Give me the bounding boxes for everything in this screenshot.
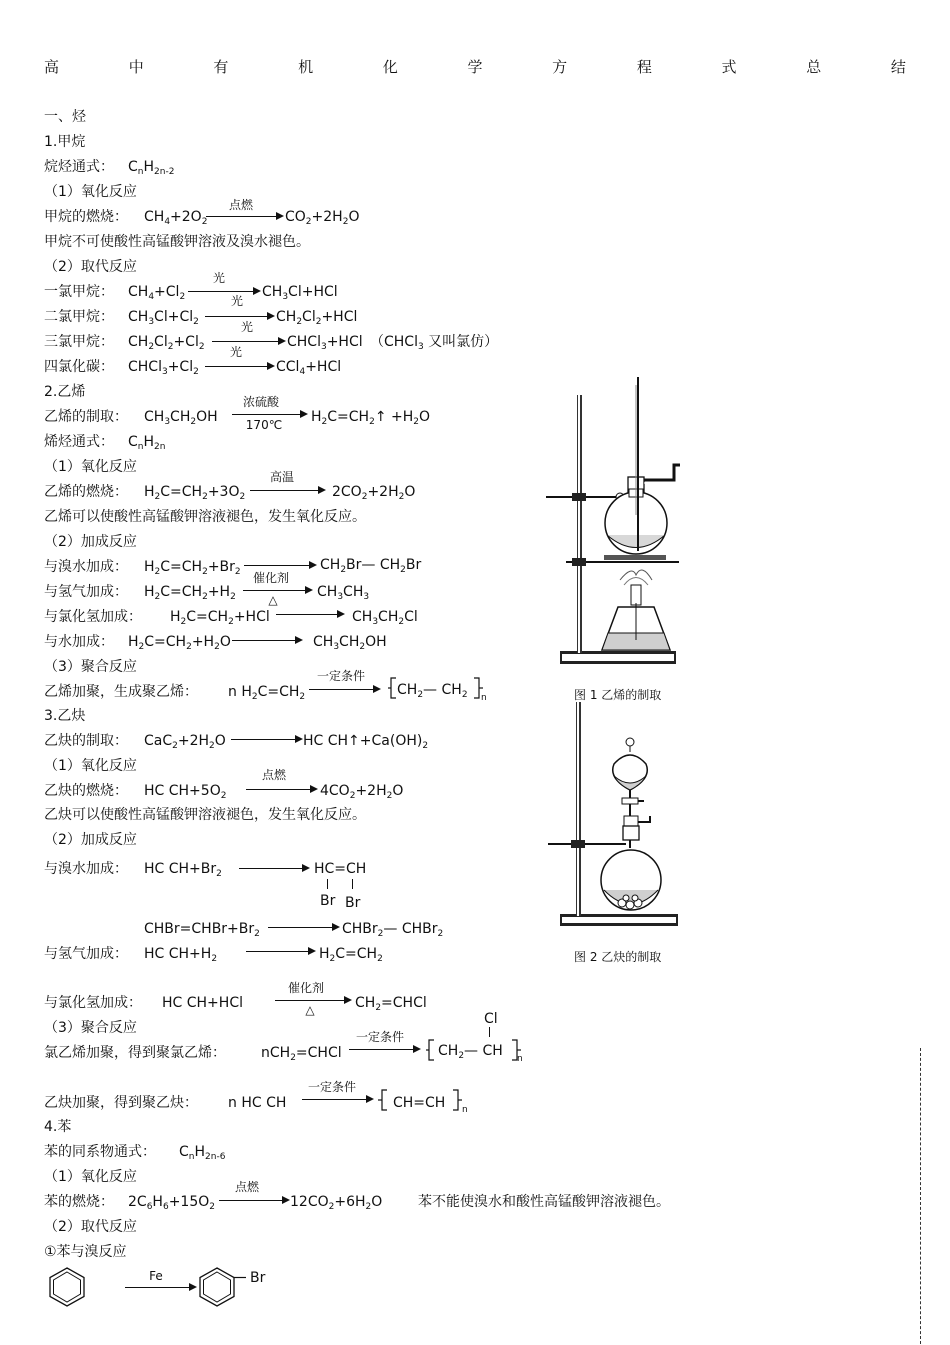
methane-kmno4-note: 甲烷不可使酸性高锰酸钾溶液及溴水褪色。 [44, 234, 310, 250]
page-title-char: 有 [213, 58, 229, 76]
methane-heading: 1.甲烷 [44, 134, 86, 150]
carbon-tetrachloride-label: 四氯化碳： [44, 359, 114, 375]
ethylene-hcl-label: 与氯化氢加成： [44, 609, 142, 625]
ethylene-kmno4-note: 乙烯可以使酸性高锰酸钾溶液褪色，发生氧化反应。 [44, 509, 366, 525]
bromobenzene-br: Br [250, 1270, 266, 1286]
chloromethane-products: $CH_3Cl+HCl$ [262, 284, 338, 302]
ethylene-combustion-reactants: $H_2C=CH_2+3O_2$ [144, 484, 246, 502]
benzene-bromine-title: ①苯与溴反应 [44, 1244, 127, 1260]
benzene-oxidation-title: （1）氧化反应 [44, 1169, 137, 1185]
benzene-general-label: 苯的同系物通式： [44, 1144, 156, 1160]
chloroform-condition: 光 [240, 320, 253, 334]
reaction-arrow [188, 291, 259, 292]
dichloromethane-label: 二氯甲烷： [44, 309, 114, 325]
page-title-char: 程 [636, 58, 652, 76]
acetylene-hcl-condition-top: 催化剂 [287, 981, 324, 995]
pvc-condition: 一定条件 [355, 1030, 404, 1044]
reaction-arrow [212, 341, 284, 342]
ethylene-prep-reactants: $CH_3CH_2OH$ [144, 409, 218, 427]
methane-combustion-label: 甲烷的燃烧： [44, 209, 128, 225]
bond-line [327, 879, 328, 889]
ethylene-polymer-condition: 一定条件 [316, 669, 365, 683]
acetylene-combustion-label: 乙炔的燃烧： [44, 783, 128, 799]
page-title-char: 总 [806, 58, 822, 76]
carbon-tetrachloride-products: CCl$_4$+HCl [276, 359, 342, 377]
ethylene-bromine-products: $CH_2Br—$ $CH_2Br$ [320, 557, 422, 575]
ethylene-hydrogen-condition-top: 催化剂 [252, 571, 289, 585]
chloroform-label: 三氯甲烷： [44, 334, 114, 350]
acetylene-oxidation-title: （1）氧化反应 [44, 758, 137, 774]
acetylene-kmno4-note: 乙炔可以使酸性高锰酸钾溶液褪色，发生氧化反应。 [44, 807, 366, 823]
ethylene-water-reactants: $H_2C=CH_2+H_2O$ [128, 634, 231, 652]
page-title-char: 中 [128, 58, 144, 76]
ethylene-prep-condition-top: 浓硫酸 [242, 395, 279, 409]
pvc-chlorine: Cl [484, 1011, 498, 1027]
acetylene-combustion-reactants: HC $CH+5O_2$ [144, 783, 227, 801]
ethylene-bromine-label: 与溴水加成： [44, 559, 128, 575]
bond-line [489, 1027, 490, 1037]
reaction-arrow [243, 590, 311, 591]
dichloromethane-reactants: $CH_3Cl+Cl_2$ [128, 309, 199, 327]
acetylene-bromine-reactants: HC $CH+Br_2$ [144, 861, 222, 879]
reaction-arrow [275, 1000, 350, 1001]
acetylene-bromine-label: 与溴水加成： [44, 861, 128, 877]
acetylene-combustion-products: $4CO_2+2H_2O$ [320, 783, 404, 801]
chloromethane-reactants: $CH_4+Cl_2$ [128, 284, 186, 302]
polyacetylene-condition: 一定条件 [307, 1080, 356, 1094]
pvc-reactant: nCH$_2$=CHCl [261, 1045, 342, 1063]
alkane-general-label: 烷烃通式： [44, 159, 114, 175]
reaction-arrow [125, 1287, 195, 1288]
bromobenzene-ring-icon [198, 1266, 258, 1308]
reaction-arrow [231, 739, 301, 740]
acetylene-hydrogen-label: 与氢气加成： [44, 946, 128, 962]
page-title-char: 化 [382, 58, 398, 76]
ethylene-combustion-condition: 高温 [269, 470, 294, 484]
ethylene-polymer-label: 乙烯加聚，生成聚乙烯： [44, 684, 198, 700]
reaction-arrow [268, 927, 338, 928]
figure-1-caption: 图 1 乙烯的制取 [574, 688, 662, 702]
polyacetylene-n: n [462, 1105, 468, 1115]
acetylene-bromine-sub2: Br [345, 895, 361, 911]
section-heading-hydrocarbons: 一、烃 [44, 109, 86, 125]
benzene-substitution-title: （2）取代反应 [44, 1219, 137, 1235]
methane-oxidation-title: （1）氧化反应 [44, 184, 137, 200]
page-title-char: 方 [552, 58, 568, 76]
ethylene-hydrogen-label: 与氢气加成： [44, 584, 128, 600]
page-title-char: 学 [467, 58, 483, 76]
reaction-arrow [349, 1049, 419, 1050]
chloroform-products: CHCl$_3$+HCl [287, 334, 363, 352]
acetylene-hcl-label: 与氯化氢加成： [44, 995, 142, 1011]
carbon-tetrachloride-reactants: $CHCl_3+Cl_2$ [128, 359, 199, 377]
alkane-general-formula: $C_nH_{2n-2}$ [128, 159, 175, 177]
acetylene-prep-products: HC $CH↑+Ca(OH)_2$ [303, 733, 429, 751]
reaction-arrow [239, 868, 308, 869]
page-title-char: 机 [298, 58, 314, 76]
alkene-general-formula: $C_nH_{2n}$ [128, 434, 166, 452]
reaction-arrow [246, 789, 316, 790]
dichloromethane-condition: 光 [230, 294, 243, 308]
ethylene-hydrogen-condition-bottom: △ [268, 593, 278, 607]
reaction-arrow [206, 216, 282, 217]
ethylene-combustion-products: $2CO_2+2H_2O$ [332, 484, 416, 502]
ethylene-prep-products: $H_2C=CH_2↑ +H_2O$ [311, 409, 431, 427]
benzene-combustion-note: 苯不能使溴水和酸性高锰酸钾溶液褪色。 [418, 1194, 670, 1210]
benzene-combustion-label: 苯的燃烧： [44, 1194, 114, 1210]
chloroform-reactants: $CH_2Cl_2+Cl_2$ [128, 334, 205, 352]
polyacetylene-reactant: n HC CH [228, 1095, 287, 1111]
bond-line [352, 879, 353, 889]
acetylene-addition-title: （2）加成反应 [44, 832, 137, 848]
benzene-bromine-catalyst: Fe [149, 1269, 163, 1283]
ethylene-prep-label: 乙烯的制取： [44, 409, 128, 425]
acetylene-hydrogen-reactants: HC $CH+H_2$ [144, 946, 218, 964]
reaction-arrow [246, 951, 314, 952]
reaction-arrow [219, 1200, 288, 1201]
ethylene-water-products: $CH_3CH_2OH$ [313, 634, 387, 652]
ethylene-polymer-reactant: n $H_2C=CH_2$ [228, 684, 306, 702]
page-title-char: 式 [721, 58, 737, 76]
dibromoethene-bromine-reactants: $CHBr=CHBr+Br_2$ [144, 921, 260, 939]
dibromoethene-bromine-products: CHBr$_2$— CHBr$_2$ [342, 921, 444, 939]
chloroform-note: （CHCl$_3$ 又叫氯仿） [370, 334, 499, 352]
benzene-heading: 4.苯 [44, 1119, 72, 1135]
methane-combustion-condition: 点燃 [228, 198, 253, 212]
polyethylene-repeat-unit: $CH_2—$ $CH_2$ [397, 682, 468, 700]
reaction-arrow [276, 614, 343, 615]
ethylene-hcl-products: $CH_3CH_2Cl$ [352, 609, 418, 627]
reaction-arrow [232, 640, 301, 641]
pvc-n: n [517, 1054, 523, 1064]
ethylene-water-label: 与水加成： [44, 634, 114, 650]
ethylene-prep-condition-bottom: 170℃ [245, 418, 283, 432]
alkene-general-label: 烯烃通式： [44, 434, 114, 450]
page-title-char: 高 [44, 58, 60, 76]
ethylene-addition-title: （2）加成反应 [44, 534, 137, 550]
benzene-combustion-products: $12CO_2+6H_2O$ [290, 1194, 383, 1212]
figure-2-caption: 图 2 乙炔的制取 [574, 950, 662, 964]
carbon-tetrachloride-condition: 光 [229, 345, 242, 359]
polyacetylene-label: 乙炔加聚，得到聚乙炔： [44, 1095, 198, 1111]
ethylene-hcl-reactants: $H_2C=CH_2+HCl$ [170, 609, 270, 627]
page-title [44, 56, 906, 77]
acetylene-hydrogen-products: $H_2C=CH_2$ [319, 946, 383, 964]
acetylene-combustion-condition: 点燃 [261, 768, 286, 782]
ethylene-bromine-reactants: $H_2C=CH_2+Br_2$ [144, 559, 241, 577]
ethylene-hydrogen-products: $CH_3CH_3$ [317, 584, 370, 602]
benzene-ring-icon [48, 1266, 88, 1308]
polyacetylene-repeat-unit: CH=CH [393, 1095, 446, 1111]
acetylene-polymer-title: （3）聚合反应 [44, 1020, 137, 1036]
pvc-label: 氯乙烯加聚，得到聚氯乙烯： [44, 1045, 226, 1061]
chloromethane-label: 一氯甲烷： [44, 284, 114, 300]
benzene-combustion-condition: 点燃 [234, 1180, 259, 1194]
page-edge-dashed-line [920, 1048, 921, 1344]
methane-combustion-products: $CO_2+2H_2O$ [285, 209, 360, 227]
ethylene-apparatus-figure [544, 375, 684, 670]
acetylene-apparatus-figure [544, 698, 684, 930]
acetylene-bromine-product: HC=CH [314, 861, 367, 877]
reaction-arrow [250, 490, 324, 491]
reaction-arrow [302, 1099, 372, 1100]
acetylene-prep-label: 乙炔的制取： [44, 733, 128, 749]
ethylene-oxidation-title: （1）氧化反应 [44, 459, 137, 475]
reaction-arrow [205, 366, 273, 367]
page-title-char: 结 [890, 58, 906, 76]
acetylene-prep-reactants: $CaC_2+2H_2O$ [144, 733, 226, 751]
acetylene-hcl-condition-bottom: △ [305, 1003, 315, 1017]
reaction-arrow [309, 689, 379, 690]
acetylene-bromine-sub1: Br [320, 893, 336, 909]
ethylene-combustion-label: 乙烯的燃烧： [44, 484, 128, 500]
ethylene-heading: 2.乙烯 [44, 384, 86, 400]
reaction-arrow [232, 414, 306, 415]
acetylene-heading: 3.乙炔 [44, 708, 86, 724]
pvc-repeat-unit: $CH_2—$ CH [438, 1043, 503, 1061]
reaction-arrow [205, 316, 273, 317]
benzene-combustion-reactants: $2C_6H_6+15O_2$ [128, 1194, 215, 1212]
dichloromethane-products: $CH_2Cl_2+HCl$ [276, 309, 358, 327]
ethylene-polymer-title: （3）聚合反应 [44, 659, 137, 675]
methane-combustion-reactants: $CH_4+2O_2$ [144, 209, 208, 227]
reaction-arrow [244, 565, 315, 566]
acetylene-hcl-products: $CH_2=CHCl$ [355, 995, 427, 1013]
chloromethane-condition: 光 [212, 271, 225, 285]
methane-substitution-title: （2）取代反应 [44, 259, 137, 275]
ethylene-hydrogen-reactants: $H_2C=CH_2+H_2$ [144, 584, 236, 602]
acetylene-hcl-reactants: HC CH+HCl [162, 995, 243, 1011]
polyethylene-n: n [481, 693, 487, 703]
benzene-general-formula: $C_nH_{2n-6}$ [179, 1144, 226, 1162]
